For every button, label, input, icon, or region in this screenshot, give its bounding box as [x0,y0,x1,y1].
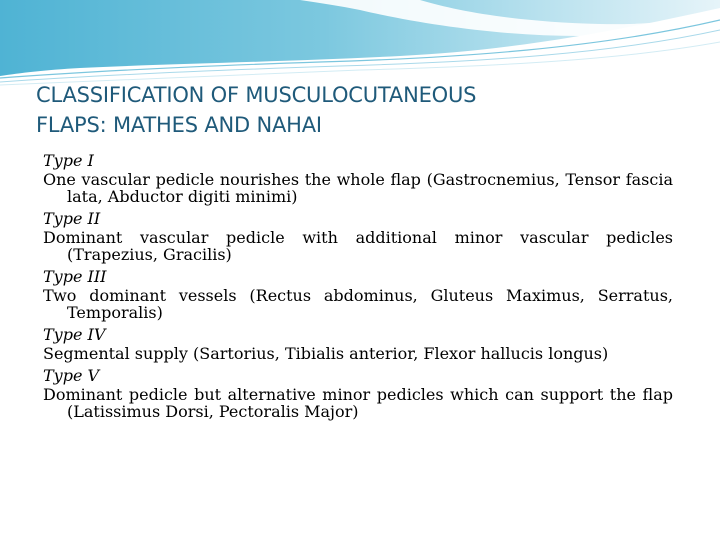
wave-main [0,0,720,76]
type-entry [43,209,673,263]
title-line-2: FLAPS: MATHES AND NAHAI [36,113,322,137]
type-entry [43,325,673,362]
type-description: Two dominant vessels (Rectus abdominus, Gluteus Maximus, Serratus, Temporalis) [43,286,673,322]
type-entry [43,267,673,321]
type-label: Type V [43,366,100,385]
type-description: Dominant pedicle but alternative minor pedicles which can support the flap (Latissimus Dorsi, Pectoralis Major) [43,385,673,421]
type-label: Type IV [43,325,106,344]
classification-list [43,151,673,424]
type-label: Type III [43,267,107,286]
slide-title [36,80,676,140]
type-description: Segmental supply (Sartorius, Tibialis anterior, Flexor hallucis longus) [43,344,609,363]
type-entry [43,366,673,420]
header-wave-decoration [0,0,720,90]
title-line-1: CLASSIFICATION OF MUSCULOCUTANEOUS [36,83,477,107]
type-label: Type II [43,209,101,228]
type-entry [43,151,673,205]
type-description: Dominant vascular pedicle with additional minor vascular pedicles (Trapezius, Gracilis) [43,228,673,264]
type-label: Type I [43,151,94,170]
type-description: One vascular pedicle nourishes the whole flap (Gastrocnemius, Tensor fascia lata, Abductor digiti minimi) [43,170,673,206]
